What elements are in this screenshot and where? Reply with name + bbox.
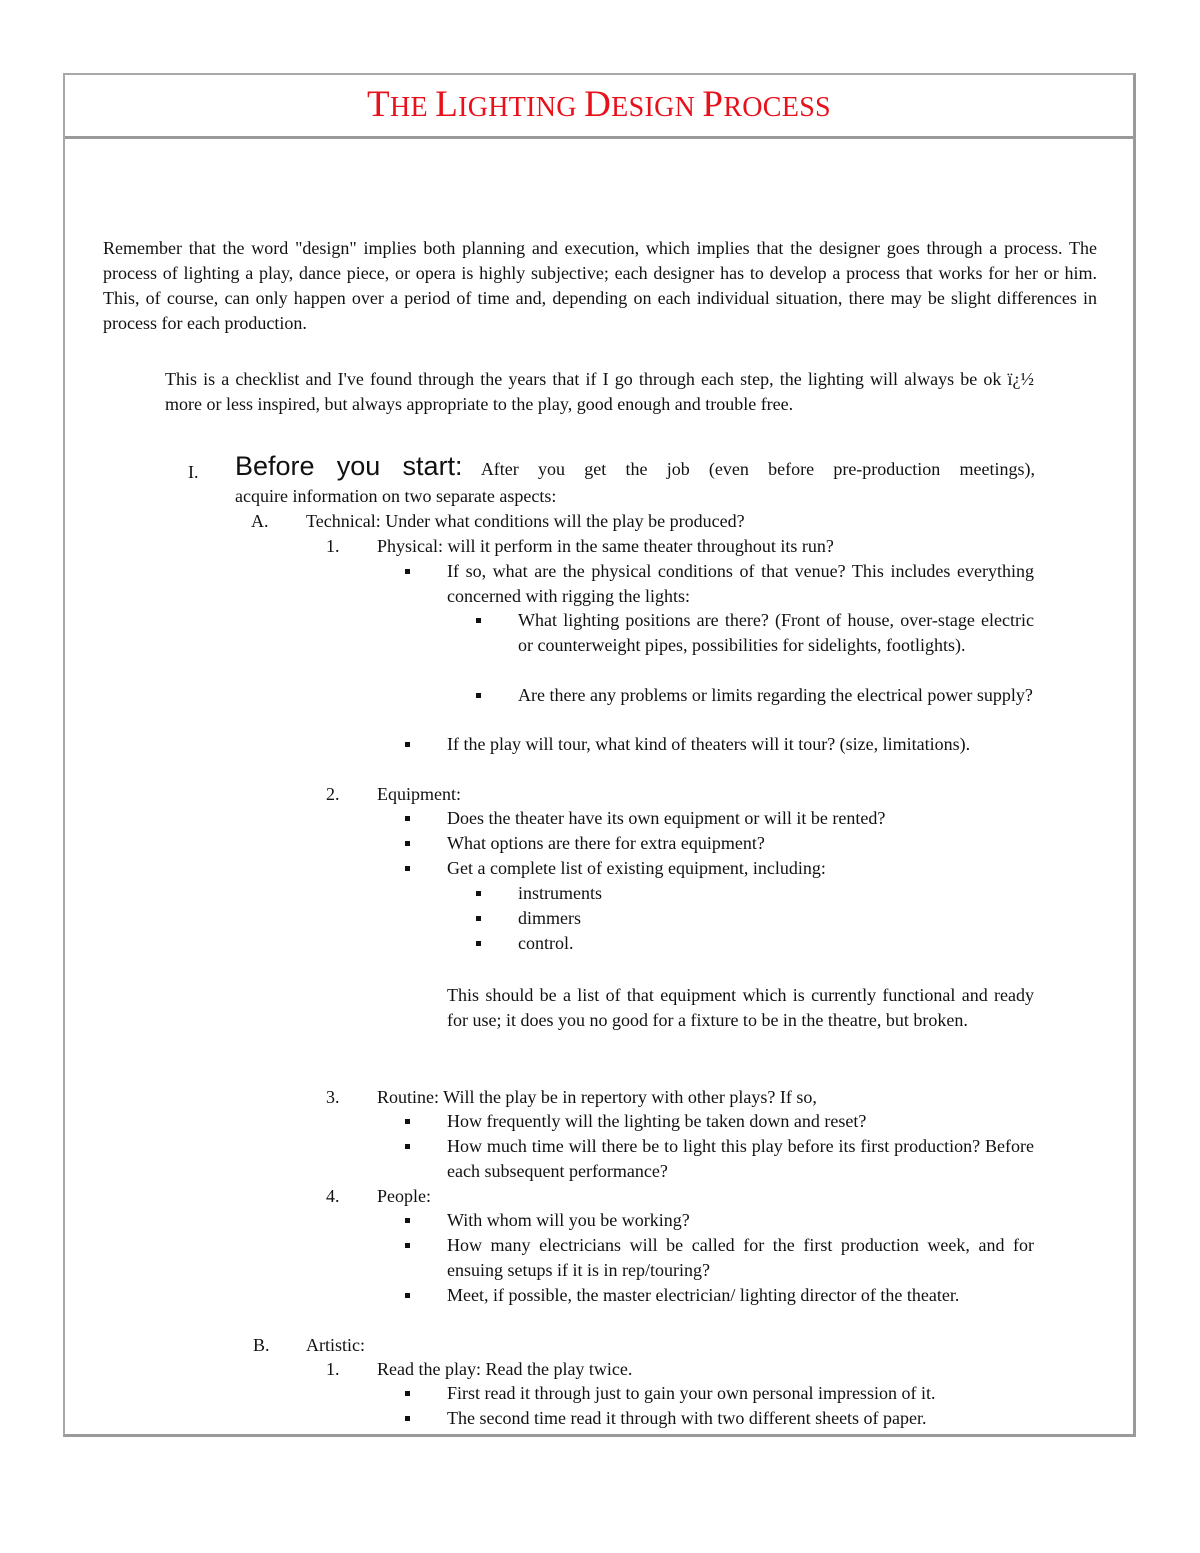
bullet-icon — [405, 1218, 410, 1223]
bullet-equipment-list: Get a complete list of existing equipment, including: — [447, 858, 826, 878]
item-read-play: Read the play: Read the play twice. — [377, 1359, 633, 1379]
bullet-icon — [405, 1391, 410, 1396]
bullet-electricians: How many electricians will be called for the first production week, and for ensuing setups if it is in rep/touring? — [447, 1235, 1034, 1280]
bullet-icon — [405, 569, 410, 574]
bullet-venue: If so, what are the physical conditions of that venue? This includes everything concerned with rigging the lights: — [447, 561, 1034, 606]
item-marker: 1. — [326, 536, 340, 556]
bullet-first-read: First read it through just to gain your own personal impression of it. — [447, 1383, 936, 1403]
bullet-positions: What lighting positions are there? (Front of house, over-stage electric or counterweight pipes, possibilities for sidelights, footlights). — [518, 610, 1034, 655]
bullet-power: Are there any problems or limits regarding the electrical power supply? — [518, 685, 1033, 705]
bullet-control: control. — [518, 933, 574, 953]
bullet-own-equipment: Does the theater have its own equipment or will it be rented? — [447, 808, 886, 828]
bullet-whom: With whom will you be working? — [447, 1210, 690, 1230]
item-marker: 1. — [326, 1359, 340, 1379]
bullet-icon — [405, 866, 410, 871]
bullet-tour: If the play will tour, what kind of theaters will it tour? (size, limitations). — [447, 734, 971, 754]
item-equipment: Equipment: — [377, 784, 461, 804]
page-title: THE LIGHTING DESIGN PROCESS — [367, 84, 831, 125]
bullet-icon — [405, 1144, 410, 1149]
bullet-icon — [405, 742, 410, 747]
section-intro-line: After you get the job (even before pre-production meetings), — [480, 459, 1035, 479]
bullet-icon — [476, 618, 481, 623]
bullet-icon — [405, 841, 410, 846]
section-heading: Before you start: — [235, 451, 463, 481]
item-marker: 4. — [326, 1186, 340, 1206]
subsection-marker-b: B. — [253, 1335, 270, 1355]
subsection-artistic: Artistic: — [306, 1335, 365, 1355]
item-marker: 3. — [326, 1087, 340, 1107]
item-physical: Physical: will it perform in the same theater throughout its run? — [377, 536, 834, 556]
bullet-icon — [476, 693, 481, 698]
intro-paragraph: Remember that the word "design" implies both planning and execution, which implies that the designer goes through a process. The process of lighting a play, dance piece, or opera is highly subjective; each designer has to develop a process that works for her or him. This, of course, can only happen over a period of time and, depending on each individual situation, there may be slight differences in process for each production. — [103, 238, 1097, 333]
bullet-reset: How frequently will the lighting be taken down and reset? — [447, 1111, 867, 1131]
bullet-icon — [405, 1119, 410, 1124]
item-people: People: — [377, 1186, 431, 1206]
bullet-instruments: instruments — [518, 883, 602, 903]
subsection-marker-a: A. — [251, 511, 269, 531]
item-marker: 2. — [326, 784, 340, 804]
bullet-icon — [405, 1416, 410, 1421]
equipment-note: This should be a list of that equipment which is currently functional and ready for use; it does you no good for a fixture to be in the theatre, but broken. — [447, 985, 1034, 1030]
title-band — [65, 75, 1133, 139]
bullet-icon — [476, 916, 481, 921]
bullet-icon — [405, 1243, 410, 1248]
bullet-icon — [405, 1293, 410, 1298]
bullet-extra-equipment: What options are there for extra equipment? — [447, 833, 765, 853]
section-heading-line — [235, 449, 1035, 486]
bullet-dimmers: dimmers — [518, 908, 581, 928]
subsection-technical: Technical: Under what conditions will the play be produced? — [306, 511, 745, 531]
checklist-paragraph: This is a checklist and I've found through the years that if I go through each step, the lighting will always be ok ï¿½ more or less inspired, but always appropriate to the play, good enough and trouble free. — [165, 369, 1034, 414]
bullet-icon — [476, 891, 481, 896]
item-routine: Routine: Will the play be in repertory with other plays? If so, — [377, 1087, 817, 1107]
bullet-second-read: The second time read it through with two different sheets of paper. — [447, 1408, 927, 1428]
section-intro-continuation: acquire information on two separate aspects: — [235, 486, 557, 506]
section-marker: I. — [188, 462, 199, 482]
bullet-icon — [405, 816, 410, 821]
bullet-master-electrician: Meet, if possible, the master electrician/ lighting director of the theater. — [447, 1285, 960, 1305]
bullet-icon — [476, 941, 481, 946]
bullet-light-time: How much time will there be to light this play before its first production? Before each subsequent performance? — [447, 1136, 1034, 1181]
